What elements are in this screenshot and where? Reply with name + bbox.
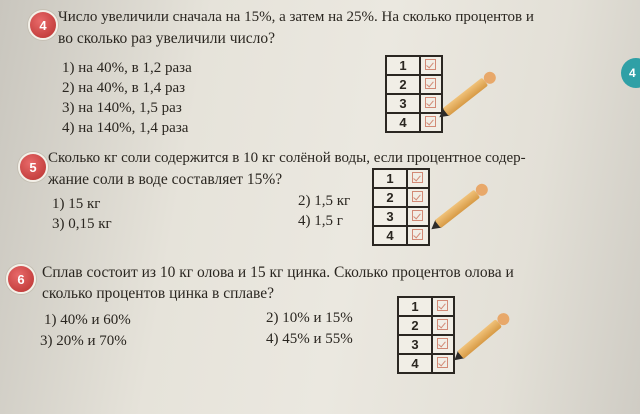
answer-row-number: 2 (373, 188, 407, 207)
checkbox-icon (412, 172, 423, 183)
answer-row-number: 2 (398, 316, 432, 335)
pencil-icon (451, 311, 512, 365)
checkbox-icon (437, 338, 448, 349)
answer-row (398, 354, 454, 373)
answer-checkbox[interactable] (420, 75, 442, 94)
answer-checkbox[interactable] (420, 56, 442, 75)
problem-6-option-1: 1) 40% и 60% (44, 312, 131, 328)
checkbox-icon (437, 357, 448, 368)
pencil-icon (428, 182, 491, 235)
problem-4-answer-grid (385, 55, 443, 133)
answer-row (373, 207, 429, 226)
answer-row-number: 3 (398, 335, 432, 354)
checkbox-icon (425, 78, 436, 89)
problem-5-question-line-1: Сколько кг соли содержится в 10 кг солёной воды, если процентное содер- (48, 150, 526, 166)
answer-row-number: 1 (398, 297, 432, 316)
checkbox-icon (412, 210, 423, 221)
problem-5-number-badge: 5 (18, 152, 48, 182)
answer-checkbox[interactable] (407, 188, 429, 207)
answer-row (386, 75, 442, 94)
problem-6-option-3: 3) 20% и 70% (40, 333, 127, 349)
problem-4-question-line-2: во сколько раз увеличили число? (58, 30, 276, 47)
answer-row (398, 297, 454, 316)
checkbox-icon (437, 300, 448, 311)
problem-6-option-4: 4) 45% и 55% (266, 331, 353, 347)
answer-row-number: 3 (386, 94, 420, 113)
problem-6-answer-grid (397, 296, 455, 374)
problem-4-question-line-1: Число увеличили сначала на 15%, а затем на 25%. На сколько процентов и (58, 9, 534, 25)
answer-row (373, 226, 429, 245)
answer-row (386, 94, 442, 113)
answer-row-number: 4 (398, 354, 432, 373)
answer-row-number: 3 (373, 207, 407, 226)
answer-row-number: 2 (386, 75, 420, 94)
answer-row (398, 335, 454, 354)
problem-4-option-1: 1) на 40%, в 1,2 раза (62, 60, 192, 76)
problem-6-question-line-2: сколько процентов цинка в сплаве? (42, 285, 275, 302)
problem-5-option-3: 3) 0,15 кг (52, 216, 112, 232)
answer-checkbox[interactable] (432, 335, 454, 354)
answer-row-number: 4 (386, 113, 420, 132)
answer-checkbox[interactable] (432, 316, 454, 335)
answer-checkbox[interactable] (407, 207, 429, 226)
answer-row (398, 316, 454, 335)
answer-checkbox[interactable] (407, 169, 429, 188)
problem-4-option-3: 3) на 140%, 1,5 раз (62, 100, 182, 116)
checkbox-icon (437, 319, 448, 330)
answer-row-number: 1 (386, 56, 420, 75)
problem-5-option-2: 2) 1,5 кг (298, 193, 351, 209)
problem-4-option-4: 4) на 140%, 1,4 раза (62, 120, 189, 136)
checkbox-icon (425, 97, 436, 108)
answer-checkbox[interactable] (407, 226, 429, 245)
answer-row (373, 169, 429, 188)
answer-row-number: 1 (373, 169, 407, 188)
answer-row (373, 188, 429, 207)
problem-5-option-4: 4) 1,5 г (298, 213, 343, 229)
checkbox-icon (412, 229, 423, 240)
answer-row (386, 113, 442, 132)
problem-4-option-2: 2) на 40%, в 1,4 раз (62, 80, 186, 96)
problem-6-number-badge: 6 (6, 264, 36, 294)
problem-5-question-line-2: жание соли в воде составляет 15%? (48, 171, 283, 188)
problem-4-number-badge: 4 (28, 10, 58, 40)
problem-6-option-2: 2) 10% и 15% (266, 310, 353, 326)
checkbox-icon (412, 191, 423, 202)
problem-5-answer-grid (372, 168, 430, 246)
answer-checkbox[interactable] (432, 297, 454, 316)
checkbox-icon (425, 59, 436, 70)
problem-5-option-1: 1) 15 кг (52, 196, 101, 212)
problem-6-question-line-1: Сплав состоит из 10 кг олова и 15 кг цинка. Сколько процентов олова и (42, 264, 514, 281)
answer-row-number: 4 (373, 226, 407, 245)
checkbox-icon (425, 116, 436, 127)
pencil-icon (436, 70, 499, 123)
answer-row (386, 56, 442, 75)
next-page-number-badge: 4 (621, 58, 640, 88)
